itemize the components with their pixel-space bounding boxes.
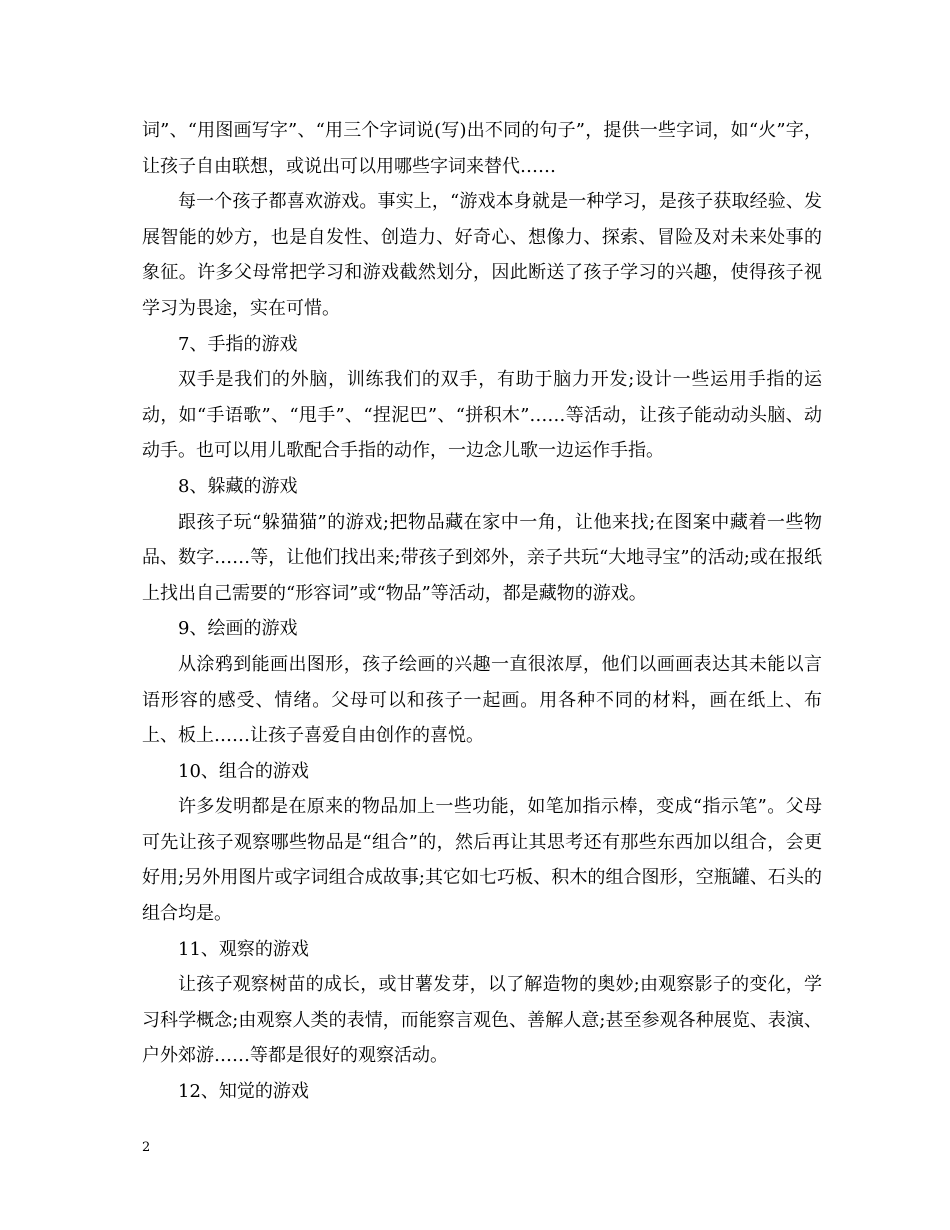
paragraph-drawing-games: 从涂鸦到能画出图形，孩子绘画的兴趣一直很浓厚，他们以画画表达其未能以言语形容的感受、情绪。父母可以和孩子一起画。用各种不同的材料，画在纸上、布上、板上……让孩子喜爱自由创作的喜悦。 xyxy=(142,653,822,747)
paragraph-continuation: 词”、“用图画写字”、“用三个字词说(写)出不同的句子”，提供一些字词，如“火”字，让孩子自由联想，或说出可以用哪些字词来替代…… xyxy=(142,120,822,177)
heading-drawing-games: 9、绘画的游戏 xyxy=(178,618,298,640)
heading-finger-games: 7、手指的游戏 xyxy=(178,333,298,355)
paragraph-finger-games: 双手是我们的外脑，训练我们的双手，有助于脑力开发;设计一些运用手指的运动，如“手语歌”、“甩手”、“捏泥巴”、“拼积木”……等活动，让孩子能动动头脑、动动手。也可以用儿歌配合手指的动作，一边念儿歌一边运作手指。 xyxy=(142,369,822,462)
paragraph-play-learning: 每一个孩子都喜欢游戏。事实上，“游戏本身就是一种学习，是孩子获取经验、发展智能的妙方，也是自发性、创造力、好奇心、想像力、探索、冒险及对未来处事的象征。许多父母常把学习和游戏截然划分，因此断送了孩子学习的兴趣，使得孩子视学习为畏途，实在可惜。 xyxy=(142,191,822,319)
paragraph-combination-games: 许多发明都是在原来的物品加上一些功能，如笔加指示棒，变成“指示笔”。父母可先让孩子观察哪些物品是“组合”的，然后再让其思考还有那些东西加以组合，会更好用;另外用图片或字词组合成故事;其它如七巧板、积木的组合图形，空瓶罐、石头的组合均是。 xyxy=(142,796,822,925)
document-body xyxy=(142,113,822,1110)
heading-perception-games: 12、知觉的游戏 xyxy=(178,1081,309,1103)
heading-combination-games: 10、组合的游戏 xyxy=(178,760,309,782)
heading-hiding-games: 8、躲藏的游戏 xyxy=(178,475,298,497)
heading-observation-games: 11、观察的游戏 xyxy=(178,938,309,960)
paragraph-observation-games: 让孩子观察树苗的成长，或甘薯发芽，以了解造物的奥妙;由观察影子的变化，学习科学概念;由观察人类的表情，而能察言观色、善解人意;甚至参观各种展览、表演、户外郊游……等都是很好的观察活动。 xyxy=(142,974,822,1067)
paragraph-hiding-games: 跟孩子玩“躲猫猫”的游戏;把物品藏在家中一角，让他来找;在图案中藏着一些物品、数字……等，让他们找出来;带孩子到郊外，亲子共玩“大地寻宝”的活动;或在报纸上找出自己需要的“形容词”或“物品”等活动，都是藏物的游戏。 xyxy=(142,511,822,604)
page-number: 2 xyxy=(142,1140,151,1155)
